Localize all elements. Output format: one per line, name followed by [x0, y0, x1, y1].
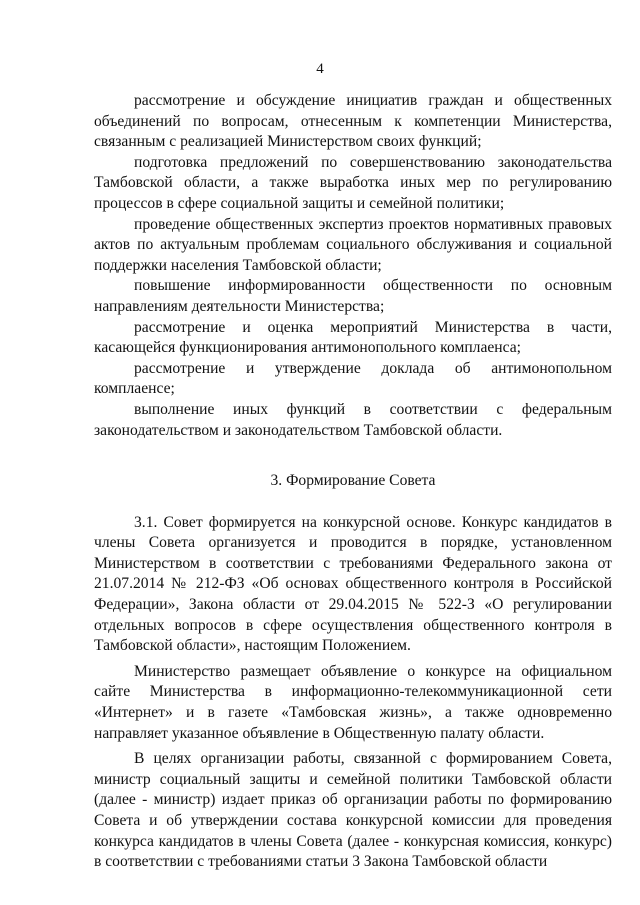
spacer: [94, 441, 612, 471]
page-number: 4: [316, 61, 324, 77]
paragraph: выполнение иных функций в соответствии с федеральным законодательством и законодательством Тамбовской области.: [94, 400, 612, 439]
paragraph: рассмотрение и оценка мероприятий Министерства в части, касающейся функционирования антимонопольного комплаенса;: [94, 318, 612, 357]
paragraph: рассмотрение и утверждение доклада об антимонопольном комплаенсе;: [94, 359, 612, 398]
paragraph: 3.1. Совет формируется на конкурсной основе. Конкурс кандидатов в члены Совета организуется и проводится в порядке, установленном Министерством в соответствии с требованиями Федерального закона от 21.07.2014 № 212-ФЗ «Об основах общественного контроля в Российской Федерации», Закона области от 29.04.2015 № 522-З «О регулировании отдельных вопросов в сфере осуществления общественного контроля в Тамбовской области», настоящим Положением.: [94, 513, 612, 655]
document-body: [94, 91, 612, 873]
paragraph: повышение информированности общественности по основным направлениям деятельности Министерства;: [94, 277, 612, 315]
paragraph: В целях организации работы, связанной с формированием Совета, министр социальный защиты и семейной политики Тамбовской области (далее - министр) издает приказ об организации работы по формированию Совета и об утверждении состава конкурсной комиссии для проведения конкурса кандидатов в члены Совета (далее - конкурсная комиссия, конкурс) в соответствии с требованиями статьи 3 Закона Тамбовской области: [94, 750, 612, 871]
paragraph: проведение общественных экспертиз проектов нормативных правовых актов по актуальным проблемам социального обслуживания и социальной поддержки населения Тамбовской области;: [94, 215, 612, 274]
paragraph: Министерство размещает объявление о конкурсе на официальном сайте Министерства в информационно-телекоммуникационной сети «Интернет» и в газете «Тамбовская жизнь», а также одновременно направляет указанное объявление в Общественную палату области.: [94, 662, 612, 742]
section-heading: 3. Формирование Совета: [270, 472, 436, 490]
paragraph: подготовка предложений по совершенствованию законодательства Тамбовской области, а также выработка иных мер по регулированию процессов в сфере социальной защиты и семейной политики;: [94, 153, 612, 212]
paragraph: рассмотрение и обсуждение инициатив граждан и общественных объединений по вопросам, отнесенным к компетенции Министерства, связанным с реализацией Министерством своих функций;: [94, 92, 612, 151]
spacer: [94, 492, 612, 513]
